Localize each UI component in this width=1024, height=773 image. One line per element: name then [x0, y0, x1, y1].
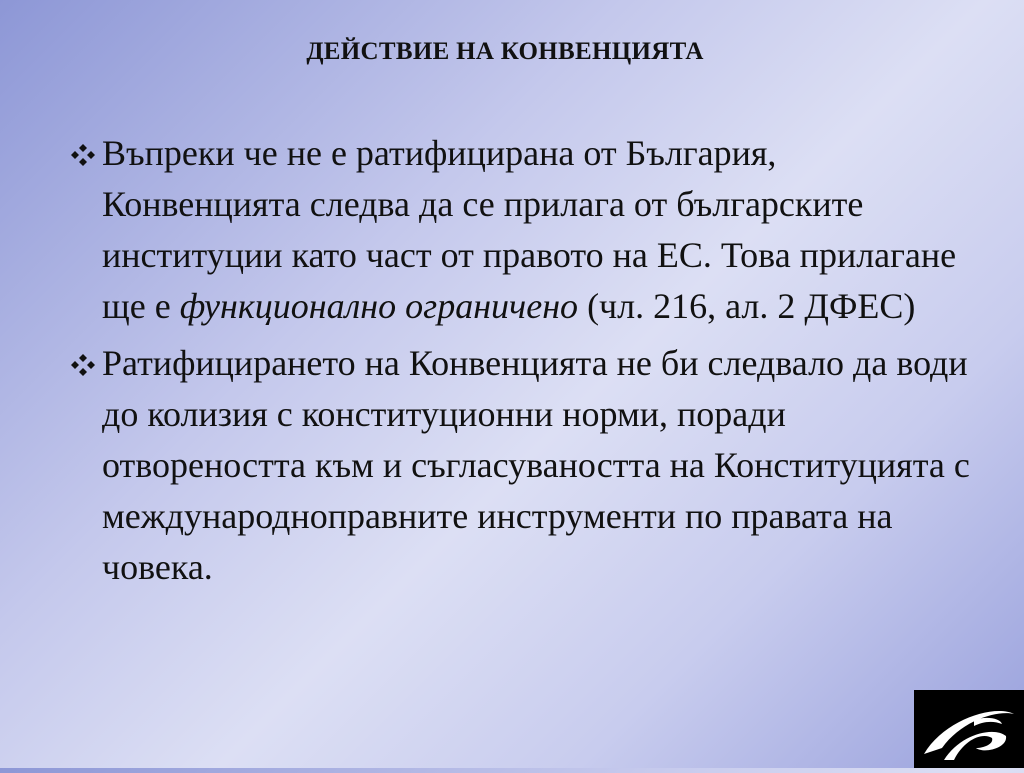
four-diamond-icon	[68, 144, 98, 166]
slide-title: ДЕЙСТВИЕ НА КОНВЕНЦИЯТА	[306, 38, 704, 65]
swirl-logo-icon	[914, 690, 1024, 768]
bullet-text-after: (чл. 216, ал. 2 ДФЕС)	[578, 286, 916, 326]
bullet-emphasis: функционално ограничено	[179, 286, 579, 326]
bullet-list	[66, 128, 976, 599]
bullet-text: Въпреки че не е ратифицирана от България, Конвенцията следва да се прилага от българските институции като част от правото на ЕС. Това прилагане ще е	[102, 133, 957, 326]
bullet-text: Ратифицирането на Конвенцията не би следвало да води до колизия с конституционни норми, поради отвореността към и съгласуваността на Конституцията с международноправните инструменти по правата на човека.	[102, 343, 970, 587]
four-diamond-icon	[68, 354, 98, 376]
bullet-item	[66, 128, 976, 332]
bullet-item	[66, 338, 976, 593]
